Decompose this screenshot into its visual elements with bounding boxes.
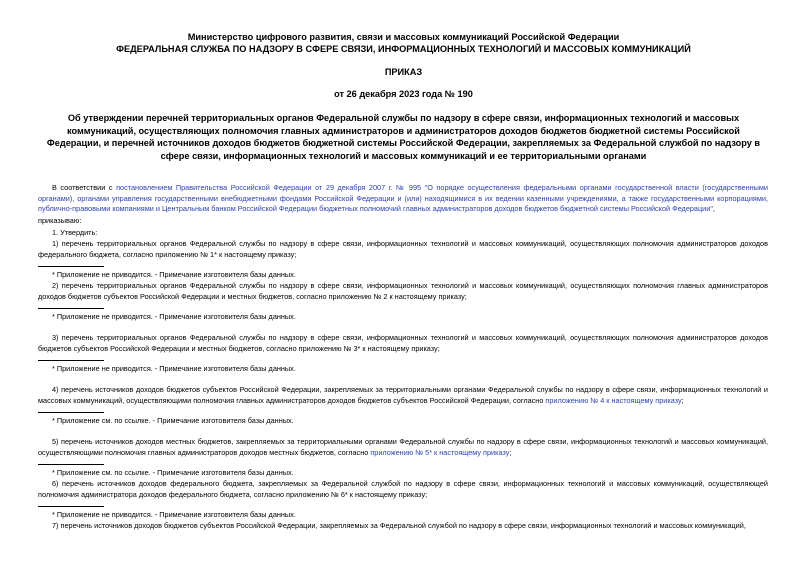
footnote-not-given: * Приложение не приводится. - Примечание изготовителя базы данных.	[52, 312, 296, 321]
footnote-separator	[38, 506, 104, 507]
list-item-2: 2) перечень территориальных органов Федеральной службы по надзору в сфере связи, информационных технологий и массовых коммуникаций, осуществляющих полномочия главных администраторов доходов бюджетов субъектов Российской Федерации и местных бюджетов, согласно приложению № 2 к настоящему приказу;	[38, 281, 768, 301]
list-item-6: 6) перечень источников доходов федерального бюджета, закрепляемых за Федеральной службой по надзору в сфере связи, информационных технологий и массовых коммуникаций, осуществляющей полномочия администратора доходов федерального бюджета, согласно приложению № 6* к настоящему приказу;	[38, 479, 768, 499]
document-title: Об утверждении перечней территориальных органов Федеральной службы по надзору в сфере связи, информационных технологий и массовых коммуникаций, осуществляющих полномочия главных администраторов и администраторов доходов бюджетов бюджетной системы Российской Федерации, и перечней источников доходов бюджетов бюджетной системы Российской Федерации, закрепляемых за Федеральной службой по надзору в сфере связи, информационных технологий и массовых коммуникаций и ее территориальными органами	[46, 113, 761, 161]
appendix-4-link[interactable]: приложению № 4 к настоящему приказу	[545, 395, 682, 405]
document-date-number: от 26 декабря 2023 года № 190	[334, 89, 473, 99]
footnote-separator	[38, 266, 104, 267]
government-decree-link[interactable]: постановлением Правительства Российской Федерации от 29 декабря 2007 г. № 995 "О порядке осуществления федеральными органами государственной власти (государственными органами), органами управления государственными внебюджетными фондами Российской Федерации и (или) находящимися в их ведении казенными учреждениями, а также государственными корпорациями, публично-правовыми компаниями и Центральным банком Российской Федерации бюджетных полномочий главных администраторов доходов бюджетов бюджетной системы Российской Федерации"	[38, 183, 769, 214]
service-name: ФЕДЕРАЛЬНАЯ СЛУЖБА ПО НАДЗОРУ В СФЕРЕ СВЯЗИ, ИНФОРМАЦИОННЫХ ТЕХНОЛОГИЙ И МАССОВЫХ КОММУНИКАЦИЙ	[116, 44, 691, 54]
list-item-5: 5) перечень источников доходов местных бюджетов, закрепляемых за территориальными органами Федеральной службы по надзору в сфере связи, информационных технологий и массовых коммуникаций, осуществляющими полномочия главных администраторов доходов местных бюджетов, согласно приложению № 5* к настоящему приказу;	[38, 437, 768, 457]
footnote-see-link: * Приложение см. по ссылке. - Примечание изготовителя базы данных.	[52, 468, 294, 477]
footnote-separator	[38, 360, 104, 361]
footnote-see-link: * Приложение см. по ссылке. - Примечание изготовителя базы данных.	[52, 416, 294, 425]
footnote-not-given: * Приложение не приводится. - Примечание изготовителя базы данных.	[52, 510, 296, 519]
list-item-7: 7) перечень источников доходов бюджетов субъектов Российской Федерации, закрепляемых за Федеральной службой по надзору в сфере связи, информационных технологий и массовых коммуникаций,	[52, 521, 746, 530]
preamble-prefix: В соответствии с	[52, 183, 117, 192]
footnote-separator	[38, 464, 104, 465]
footnote-separator	[38, 412, 104, 413]
appendix-5-link[interactable]: приложению № 5* к настоящему приказу	[370, 447, 510, 457]
preamble	[38, 183, 768, 215]
footnote-separator	[38, 308, 104, 309]
approve-clause: 1. Утвердить:	[52, 228, 98, 237]
order-word: приказываю:	[38, 216, 82, 225]
footnote-not-given: * Приложение не приводится. - Примечание изготовителя базы данных.	[52, 270, 296, 279]
document-type: ПРИКАЗ	[384, 67, 423, 77]
footnote-not-given: * Приложение не приводится. - Примечание изготовителя базы данных.	[52, 364, 296, 373]
list-item-3: 3) перечень территориальных органов Федеральной службы по надзору в сфере связи, информационных технологий и массовых коммуникаций, осуществляющих полномочия администраторов доходов бюджетов субъектов Российской Федерации и местных бюджетов, согласно приложению № 3* к настоящему приказу;	[38, 333, 768, 353]
list-item-1: 1) перечень территориальных органов Федеральной службы по надзору в сфере связи, информационных технологий и массовых коммуникаций, осуществляющих полномочия администраторов доходов федерального бюджета, согласно приложению № 1* к настоящему приказу;	[38, 239, 768, 259]
ministry-name: Министерство цифрового развития, связи и массовых коммуникаций Российской Федерации	[187, 32, 620, 42]
list-item-4: 4) перечень источников доходов бюджетов субъектов Российской Федерации, закрепляемых за территориальными органами Федеральной службы по надзору в сфере связи, информационных технологий и массовых коммуникаций, осуществляющими полномочия главных администраторов доходов бюджетов субъектов Российской Федерации, согласно приложению № 4 к настоящему приказу;	[38, 385, 768, 405]
preamble-suffix: ,	[712, 204, 715, 214]
